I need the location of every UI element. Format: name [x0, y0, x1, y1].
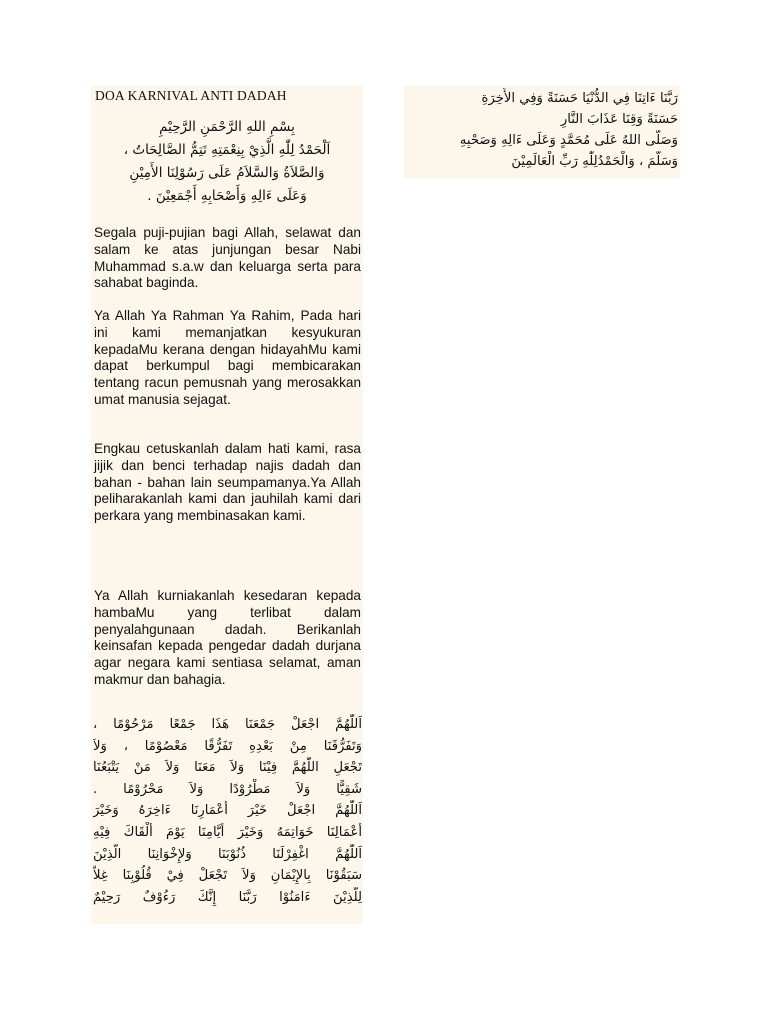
- arabic-line: بِسْمِ اللهِ الرَّحْمَنِ الرَّحِيْمِ: [159, 119, 295, 135]
- closing-arabic-verses: [407, 88, 678, 172]
- arabic-line: رَبَّنَا ءَاتِنَا فِي الدُّنْيَا حَسَنَةً وَفِي الأَخِرَةِ: [481, 91, 678, 106]
- arabic-line: تَجْعَلِ اللّٰهُمَّ فِيْنَا وَلاَ مَعَنَا وَلاَ مَنْ يَتْبَعُنَا: [93, 760, 362, 776]
- arabic-line: وَالصَّلاَةُ وَالسَّلاَمُ عَلَى رَسُوْلِنَا الأَمِيْنِ: [129, 165, 325, 181]
- arabic-line: وَعَلَى ءَالِهِ وَأَصْحَابِهِ أَجْمَعِيْنَ .: [147, 188, 307, 204]
- arabic-line: اَللّٰهُمَّ اجْعَلْ خَيْرَ أَعْمَارِنَا ءَاخِرَهُ وَخَيْرَ: [93, 803, 362, 819]
- right-column: [404, 86, 680, 178]
- document-title: DOA KARNIVAL ANTI DADAH: [95, 88, 287, 103]
- arabic-line: لِلَّذِيْنَ ءَامَنُوْا رَبَّنَا إِنَّكَ رَءُوْفٌ رَحِيْمٌ: [93, 889, 362, 905]
- opening-arabic-verses: [99, 116, 355, 208]
- arabic-line: وَصَلَّى اللهُ عَلَى مُحَمَّدٍ وَعَلَى ءَالِهِ وَصَحْبِهِ: [459, 133, 678, 148]
- paragraph-protection: Engkau cetuskanlah dalam hati kami, rasa jijik dan benci terhadap najis dadah dan bahan - bahan lain seumpamanya.Ya Allah peliharakanlah kami dan jauhilah kami dari perkara yang membinasakan kami.: [94, 441, 361, 524]
- arabic-line: وَتَفَرُّقَنَا مِنْ بَعْدِهِ تَفَرُّقًا مَعْصُوْمًا ، وَلاَ: [93, 738, 362, 754]
- arabic-line: سَبَقُوْنَا بِالإِيْمَانِ وَلاَ تَجْعَلْ فِيْ قُلُوْبِنَا غِلاًّ: [93, 868, 362, 884]
- arabic-line: اَللّٰهُمَّ اغْفِرْلَنَا ذُنُوْبَنَا وَلإِخْوَانِنَا الَّذِيْنَ: [93, 846, 362, 862]
- paragraph-gratitude: Ya Allah Ya Rahman Ya Rahim, Pada hari ini kami memanjatkan kesyukuran kepadaMu kerana dengan hidayahMu kami dapat berkumpul bagi membicarakan tentang racun pemusnah yang merosakkan umat manusia sejagat.: [94, 308, 361, 407]
- arabic-line: اَللّٰهُمَّ اجْعَلْ جَمْعَنَا هَذَا جَمْعًا مَرْحُوْمًا ،: [93, 717, 362, 732]
- arabic-line: أَعْمَالِنَا خَوَاتِمَهُ وَخَيْرَ أَيَّامِنَا يَوْمَ أَلْقَاكَ فِيْهِ: [93, 824, 362, 840]
- paragraph-praise: Segala puji-pujian bagi Allah, selawat dan salam ke atas junjungan besar Nabi Muhammad s.a.w dan keluarga serta para sahabat baginda.: [94, 225, 361, 291]
- doa-arabic-verses: [93, 714, 362, 908]
- arabic-line: حَسَنَةً وَقِنَا عَذَابَ النَّارِ: [560, 112, 678, 127]
- arabic-line: شَقِيًّا وَلاَ مَطْرُوْدًا وَلاَ مَحْرُوْمًا .: [93, 781, 362, 797]
- paragraph-awareness: Ya Allah kurniakanlah kesedaran kepada hambaMu yang terlibat dalam penyalahgunaan dadah. Berikanlah keinsafan kepada pengedar dadah durjana agar negara kami sentiasa selamat, aman makmur dan bahagia.: [94, 588, 361, 687]
- arabic-line: اَلْحَمْدُ لِلّٰهِ الَّذِيْ بِنِعْمَتِهِ تَتِمُّ الصَّالِحَاتُ ،: [123, 142, 331, 158]
- arabic-line: وَسَلَّمَ ، وَالْحَمْدُلِلّٰهِ رَبِّ الْعَالَمِيْنَ: [511, 154, 678, 169]
- left-column: [91, 86, 363, 924]
